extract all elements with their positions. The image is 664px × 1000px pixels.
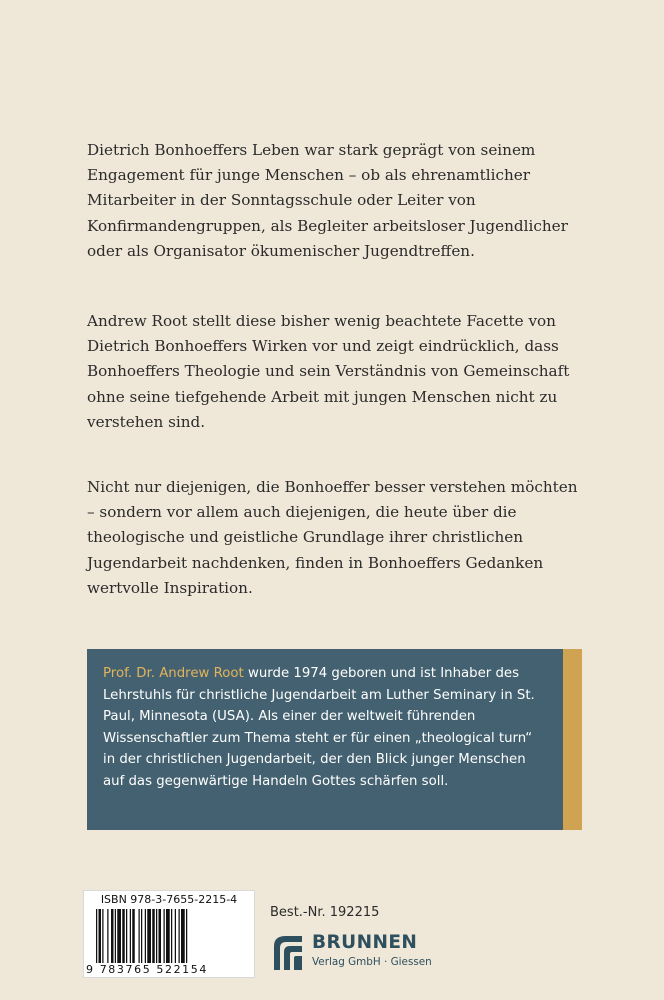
blurb-paragraph-3: Nicht nur diejenigen, die Bonhoeffer besser verstehen möchten – sondern vor allem auch diejenigen, die heute über die theologische und geistliche Grundlage ihrer christlichen Jugendarbeit nachdenken, finden in Bonhoeffers Gedanken wertvolle Inspiration.	[87, 478, 578, 597]
author-bio	[103, 663, 547, 793]
blurb-paragraph-1: Dietrich Bonhoeffers Leben war stark geprägt von seinem Engagement für junge Menschen – ob als ehrenamtlicher Mitarbeiter in der Sonntagsschule oder Leiter von Konfirmandengruppen, als Begleiter arbeitsloser Jugendlicher oder als Organisator ökumenischer Jugendtreffen.	[87, 141, 568, 260]
publisher-logo	[270, 932, 430, 974]
barcode-bars	[96, 909, 248, 963]
author-name: Prof. Dr. Andrew Root	[103, 666, 244, 681]
publisher-name: BRUNNEN	[312, 932, 418, 953]
barcode-digits: 9 783765 522154	[86, 963, 208, 976]
isbn-barcode	[83, 890, 255, 978]
author-bio-box	[87, 649, 563, 830]
accent-stripe	[563, 649, 582, 830]
blurb-paragraph-2: Andrew Root stellt diese bisher wenig beachtete Facette von Dietrich Bonhoeffers Wirken vor und zeigt eindrücklich, dass Bonhoeffers Theologie und sein Verständnis von Gemeinschaft ohne seine tiefgehende Arbeit mit jungen Menschen nicht zu verstehen sind.	[87, 312, 570, 431]
publisher-logo-mark-icon	[270, 932, 306, 972]
isbn-label: ISBN 978-3-7655-2215-4	[100, 893, 238, 906]
publisher-subtitle: Verlag GmbH · Giessen	[312, 956, 432, 968]
author-bio-text: wurde 1974 geboren und ist Inhaber des Lehrstuhls für christliche Jugendarbeit am Luther Seminary in St. Paul, Minnesota (USA). Als einer der weltweit führenden Wissenschaftler zum Thema steht er für einen „theological turn“ in der christlichen Jugendarbeit, der den Blick junger Menschen auf das gegenwärtige Handeln Gottes schärfen soll.	[103, 666, 535, 789]
order-number: Best.-Nr. 192215	[270, 905, 380, 920]
